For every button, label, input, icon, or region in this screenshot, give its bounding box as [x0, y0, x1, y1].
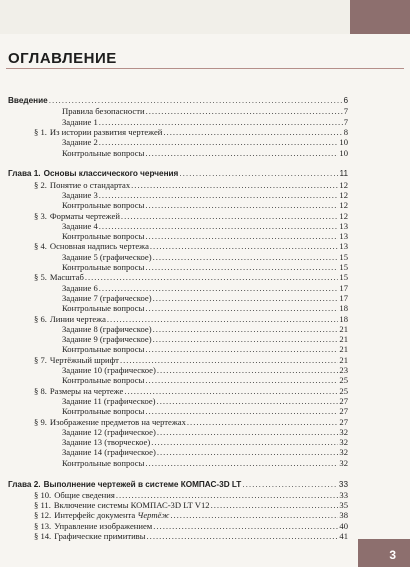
toc-entry-title: [34, 314, 106, 324]
toc-item-row: [62, 117, 348, 127]
toc-entry-title: [34, 490, 115, 500]
toc-entry-text: Задание 8 (графическое): [62, 323, 152, 334]
toc-page-number: 27: [339, 406, 348, 417]
toc-entry-title: [62, 447, 156, 457]
dot-leader: [153, 521, 338, 531]
toc-section-row: [34, 180, 348, 190]
toc-entry-text: Задание 12 (графическое): [62, 426, 156, 437]
toc-page-number: 13: [339, 241, 348, 252]
toc-page-number: 21: [339, 344, 348, 355]
toc-page-number: 21: [339, 334, 348, 345]
dot-leader: [99, 190, 339, 200]
toc-section-row: [34, 510, 348, 520]
toc-page-number: 27: [339, 416, 348, 427]
toc-entry-text: Введение: [8, 96, 48, 105]
toc-entry-text: Задание 6: [62, 282, 98, 293]
toc-entry-italic-text: Чертёж: [137, 510, 170, 521]
dot-leader: [107, 314, 339, 324]
toc-item-row: [62, 324, 348, 334]
toc-section-row: [34, 417, 348, 427]
toc-section-row: [34, 211, 348, 221]
toc-page-number: 21: [339, 354, 348, 365]
toc-entry-text: Понятие о стандартах: [49, 179, 131, 190]
toc-section-row: [34, 355, 348, 365]
toc-section-row: [34, 314, 348, 324]
toc-page-number: 35: [339, 500, 348, 511]
dot-leader: [85, 272, 339, 282]
toc-page-number: 27: [339, 395, 348, 406]
toc-page-number: 13: [339, 231, 348, 242]
toc-entry-text: Задание 14 (графическое): [62, 447, 156, 458]
toc-page-number: 32: [339, 457, 348, 468]
toc-item-row: [62, 447, 348, 457]
toc-section-row: [34, 521, 348, 531]
toc-entry-title: [62, 396, 156, 406]
toc-item-row: [62, 283, 348, 293]
toc-entry-title: [62, 200, 144, 210]
section-number: § 8.: [34, 385, 47, 396]
toc-section-row: [34, 490, 348, 500]
toc-page-number: 12: [339, 210, 348, 221]
toc-item-row: [62, 303, 348, 313]
toc-page-number: 8: [343, 126, 348, 137]
toc-entry-title: [34, 127, 162, 137]
dot-leader: [163, 127, 342, 137]
toc-item-row: [62, 106, 348, 116]
dot-leader: [145, 458, 338, 468]
toc-entry-title: [8, 96, 48, 106]
toc-page-number: 15: [339, 272, 348, 283]
toc-entry-title: [62, 324, 152, 334]
toc-entry-text: Контрольные вопросы: [62, 200, 145, 211]
dot-leader: [145, 406, 338, 416]
toc-entry-text: Контрольные вопросы: [62, 147, 145, 158]
section-number: § 5.: [34, 272, 47, 283]
toc-page-number: 10: [339, 147, 348, 158]
corner-color-block: [350, 0, 410, 34]
dot-leader: [153, 252, 339, 262]
top-band: [0, 0, 410, 34]
section-number: § 11.: [34, 500, 51, 511]
toc-item-row: [62, 252, 348, 262]
toc-entry-text: Управление изображением: [54, 520, 153, 531]
toc-page-number: 25: [339, 375, 348, 386]
toc-page-number: 41: [339, 531, 348, 541]
dot-leader: [121, 211, 338, 221]
toc-item-row: [62, 437, 348, 447]
toc-entry-title: [62, 406, 144, 416]
dot-leader: [157, 447, 339, 457]
toc-item-row: [62, 231, 348, 241]
dot-leader: [151, 437, 338, 447]
toc-entry-text: Включение системы КОМПАС-3D LT V12: [53, 500, 210, 511]
toc-entry-title: [34, 500, 210, 510]
page-number: 3: [389, 548, 396, 562]
toc-entry-title: [34, 417, 186, 427]
dot-leader: [145, 344, 338, 354]
section-number: § 1.: [34, 126, 47, 137]
toc-entry-title: [62, 365, 156, 375]
toc-entry-title: [62, 427, 156, 437]
dot-leader: [187, 417, 339, 427]
toc-item-row: [62, 396, 348, 406]
toc-entry-text: Интерфейс документа: [54, 510, 136, 521]
toc-page-number: 15: [339, 262, 348, 272]
toc-entry-text: Размеры на чертеже: [49, 385, 124, 396]
toc-page-number: 11: [339, 169, 348, 179]
toc-page-number: 12: [339, 189, 348, 200]
section-number: § 14.: [34, 531, 52, 541]
dot-leader: [146, 106, 343, 116]
toc-entry-title: [62, 106, 145, 116]
toc-page-number: 32: [339, 437, 348, 448]
toc-entry-text: Задание 10 (графическое): [62, 365, 156, 375]
toc-entry-title: [62, 458, 144, 468]
dot-leader: [179, 169, 338, 179]
toc-page-number: 21: [339, 323, 348, 334]
section-number: § 4.: [34, 241, 47, 252]
toc-entry-title: [62, 231, 144, 241]
toc-entry-text: Задание 4: [62, 220, 98, 231]
section-number: § 13.: [34, 520, 52, 531]
toc-page-number: 18: [339, 313, 348, 324]
toc-page-number: 38: [339, 510, 348, 521]
toc-page-number: 33: [338, 479, 348, 489]
toc-section-row: [34, 272, 348, 282]
toc-entry-text: Масштаб: [49, 272, 84, 283]
toc-entry-title: [62, 303, 144, 313]
toc-item-row: [62, 190, 348, 200]
dot-leader: [157, 427, 339, 437]
toc-page-number: 32: [339, 447, 348, 458]
dot-leader: [153, 293, 339, 303]
toc-entry-text: Чертёжный шрифт: [49, 354, 119, 365]
toc-entry-text: Задание 13 (творческое): [62, 437, 151, 448]
dot-leader: [157, 365, 339, 375]
toc-entry-text: Графические примитивы: [54, 531, 146, 541]
toc-entry-title: [62, 283, 98, 293]
toc-entry-title: [62, 262, 144, 272]
toc-item-row: [62, 365, 348, 375]
section-number: § 10.: [34, 489, 52, 500]
toc-page-number: 7: [343, 116, 348, 127]
toc-entry-title: [62, 334, 152, 344]
toc-entry-text: Контрольные вопросы: [62, 375, 145, 386]
toc-item-row: [62, 148, 348, 158]
toc-entry-text: Контрольные вопросы: [62, 303, 145, 314]
dot-leader: [120, 355, 338, 365]
dot-leader: [150, 241, 339, 251]
toc-page-number: 10: [339, 137, 348, 148]
toc-section-row: [34, 241, 348, 251]
toc-entry-text: Контрольные вопросы: [62, 262, 145, 272]
dot-leader: [99, 117, 343, 127]
toc-entry-text: Форматы чертежей: [49, 210, 120, 221]
toc-chapter-row: [8, 480, 348, 490]
dot-leader: [124, 386, 338, 396]
dot-leader: [49, 96, 343, 106]
toc-entry-title: [34, 211, 120, 221]
toc-entry-text: Задание 9 (графическое): [62, 334, 152, 345]
dot-leader: [145, 148, 338, 158]
toc-entry-title: [34, 510, 169, 520]
toc-page-number: 6: [343, 96, 348, 105]
toc-item-row: [62, 262, 348, 272]
dot-leader: [157, 396, 339, 406]
dot-leader: [145, 303, 338, 313]
toc-entry-title: [62, 293, 152, 303]
toc-section-row: [34, 500, 348, 510]
toc-page-number: 25: [339, 385, 348, 396]
toc-entry-title: [34, 386, 123, 396]
chapter-number: Глава 1.: [8, 169, 41, 179]
chapter-number: Глава 2.: [8, 479, 41, 489]
toc-entry-text: Задание 1: [62, 116, 98, 127]
toc-entry-text: Контрольные вопросы: [62, 344, 145, 355]
toc-page-number: 18: [339, 303, 348, 314]
toc-entry-text: Задание 3: [62, 189, 98, 200]
section-number: § 3.: [34, 210, 47, 221]
section-number: § 9.: [34, 416, 47, 427]
toc-entry-text: Основная надпись чертежа: [49, 241, 149, 252]
toc-entry-text: Выполнение чертежей в системе КОМПАС-3D LT: [43, 479, 242, 489]
toc-page-number: 13: [339, 220, 348, 231]
toc-page-number: 32: [339, 426, 348, 437]
toc-item-row: [62, 344, 348, 354]
toc-entry-text: Линии чертежа: [49, 313, 106, 324]
toc-entry-text: Задание 7 (графическое): [62, 292, 152, 303]
toc-chapter-row: [8, 96, 348, 106]
toc-entry-title: [62, 137, 98, 147]
title-divider: [6, 68, 404, 69]
toc-page-number: 17: [339, 282, 348, 293]
toc-section-row: [34, 386, 348, 396]
dot-leader: [99, 221, 339, 231]
page-number-badge: [358, 539, 410, 567]
section-number: § 7.: [34, 354, 47, 365]
dot-leader: [145, 200, 338, 210]
dot-leader: [242, 480, 338, 490]
toc-entry-title: [62, 375, 144, 385]
toc-item-row: [62, 293, 348, 303]
toc-page-number: 40: [339, 520, 348, 531]
toc-entry-title: [34, 531, 146, 541]
dot-leader: [116, 490, 339, 500]
toc-entry-title: [34, 272, 84, 282]
toc-entry-title: [62, 190, 98, 200]
toc-section-row: [34, 531, 348, 541]
toc-item-row: [62, 221, 348, 231]
toc-page-number: 17: [339, 292, 348, 303]
toc-page-number: 12: [339, 200, 348, 211]
toc-entry-title: [62, 344, 144, 354]
toc-page-number: 7: [343, 106, 348, 117]
dot-leader: [145, 375, 338, 385]
dot-leader: [99, 137, 339, 147]
dot-leader: [170, 510, 338, 520]
toc-page-number: 23: [339, 365, 348, 375]
toc-entry-title: [62, 437, 150, 447]
toc-item-row: [62, 458, 348, 468]
toc-entry-title: [34, 180, 130, 190]
toc-entry-text: Основы классического черчения: [43, 169, 179, 179]
section-number: § 2.: [34, 179, 47, 190]
toc-entry-text: Изображение предметов на чертежах: [49, 416, 186, 427]
toc-entry-text: Контрольные вопросы: [62, 406, 145, 417]
toc-entry-title: [34, 521, 152, 531]
toc-entry-title: [8, 169, 178, 179]
toc-section-row: [34, 127, 348, 137]
toc-entry-title: [62, 221, 98, 231]
toc-page-number: 33: [339, 489, 348, 500]
toc-entry-title: [62, 148, 144, 158]
toc-entry-title: [34, 355, 119, 365]
dot-leader: [147, 531, 339, 541]
toc-item-row: [62, 334, 348, 344]
toc-entry-title: [8, 480, 241, 490]
toc-entry-title: [34, 241, 149, 251]
toc-page-number: 12: [339, 179, 348, 190]
dot-leader: [145, 262, 338, 272]
toc-page-number: 15: [339, 251, 348, 262]
toc-entry-text: Задание 5 (графическое): [62, 251, 152, 262]
toc-entry-text: Задание 2: [62, 137, 98, 148]
toc-entry-text: Из истории развития чертежей: [49, 126, 163, 137]
toc-entry-text: Контрольные вопросы: [62, 231, 145, 242]
dot-leader: [99, 283, 339, 293]
toc-item-row: [62, 375, 348, 385]
dot-leader: [145, 231, 338, 241]
section-number: § 6.: [34, 313, 47, 324]
toc-entry-title: [62, 252, 152, 262]
toc-item-row: [62, 406, 348, 416]
toc-entry-title: [62, 117, 98, 127]
toc-item-row: [62, 200, 348, 210]
dot-leader: [153, 334, 339, 344]
dot-leader: [153, 324, 339, 334]
toc-entry-text: Общие сведения: [54, 489, 115, 500]
toc-chapter-row: [8, 169, 348, 179]
dot-leader: [211, 500, 339, 510]
toc-entry-text: Задание 11 (графическое): [62, 395, 156, 406]
page-title: ОГЛАВЛЕНИЕ: [8, 50, 117, 67]
dot-leader: [131, 180, 338, 190]
toc-entry-text: Правила безопасности: [62, 106, 145, 117]
toc-item-row: [62, 137, 348, 147]
section-number: § 12.: [34, 510, 52, 521]
toc-entry-text: Контрольные вопросы: [62, 457, 145, 468]
toc-item-row: [62, 427, 348, 437]
